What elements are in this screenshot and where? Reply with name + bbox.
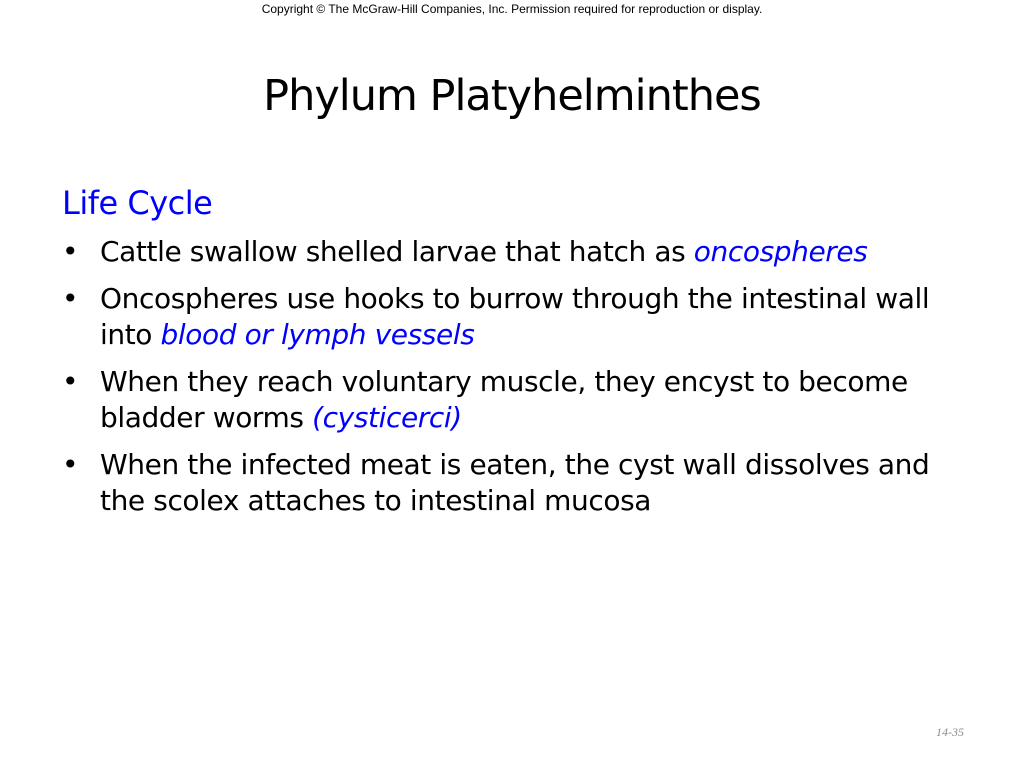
bullet-emphasis: blood or lymph vessels (160, 318, 475, 351)
slide-number: 14-35 (936, 725, 964, 739)
bullet-marker-icon: • (62, 448, 79, 481)
bullet-emphasis: oncospheres (693, 235, 868, 268)
bullet-text: Cattle swallow shelled larvae that hatch as (100, 235, 694, 268)
bullet-item (62, 281, 962, 353)
bullet-text: When they reach voluntary muscle, they encyst to become bladder worms (100, 365, 908, 434)
bullet-marker-icon: • (62, 282, 79, 315)
bullet-list (62, 234, 962, 530)
bullet-item (62, 447, 962, 519)
bullet-text: Oncospheres use hooks to burrow through the intestinal wall into (100, 282, 930, 351)
bullet-text: When the infected meat is eaten, the cyst wall dissolves and the scolex attaches to intestinal mucosa (100, 448, 930, 517)
copyright-notice: Copyright © The McGraw-Hill Companies, Inc. Permission required for reproduction or display. (261, 2, 763, 16)
bullet-marker-icon: • (62, 235, 79, 268)
bullet-marker-icon: • (62, 365, 79, 398)
bullet-item (62, 234, 962, 270)
slide-title: Phylum Platyhelminthes (263, 71, 761, 121)
section-subtitle: Life Cycle (62, 184, 213, 222)
bullet-item (62, 364, 962, 436)
bullet-emphasis: (cysticerci) (312, 401, 462, 434)
